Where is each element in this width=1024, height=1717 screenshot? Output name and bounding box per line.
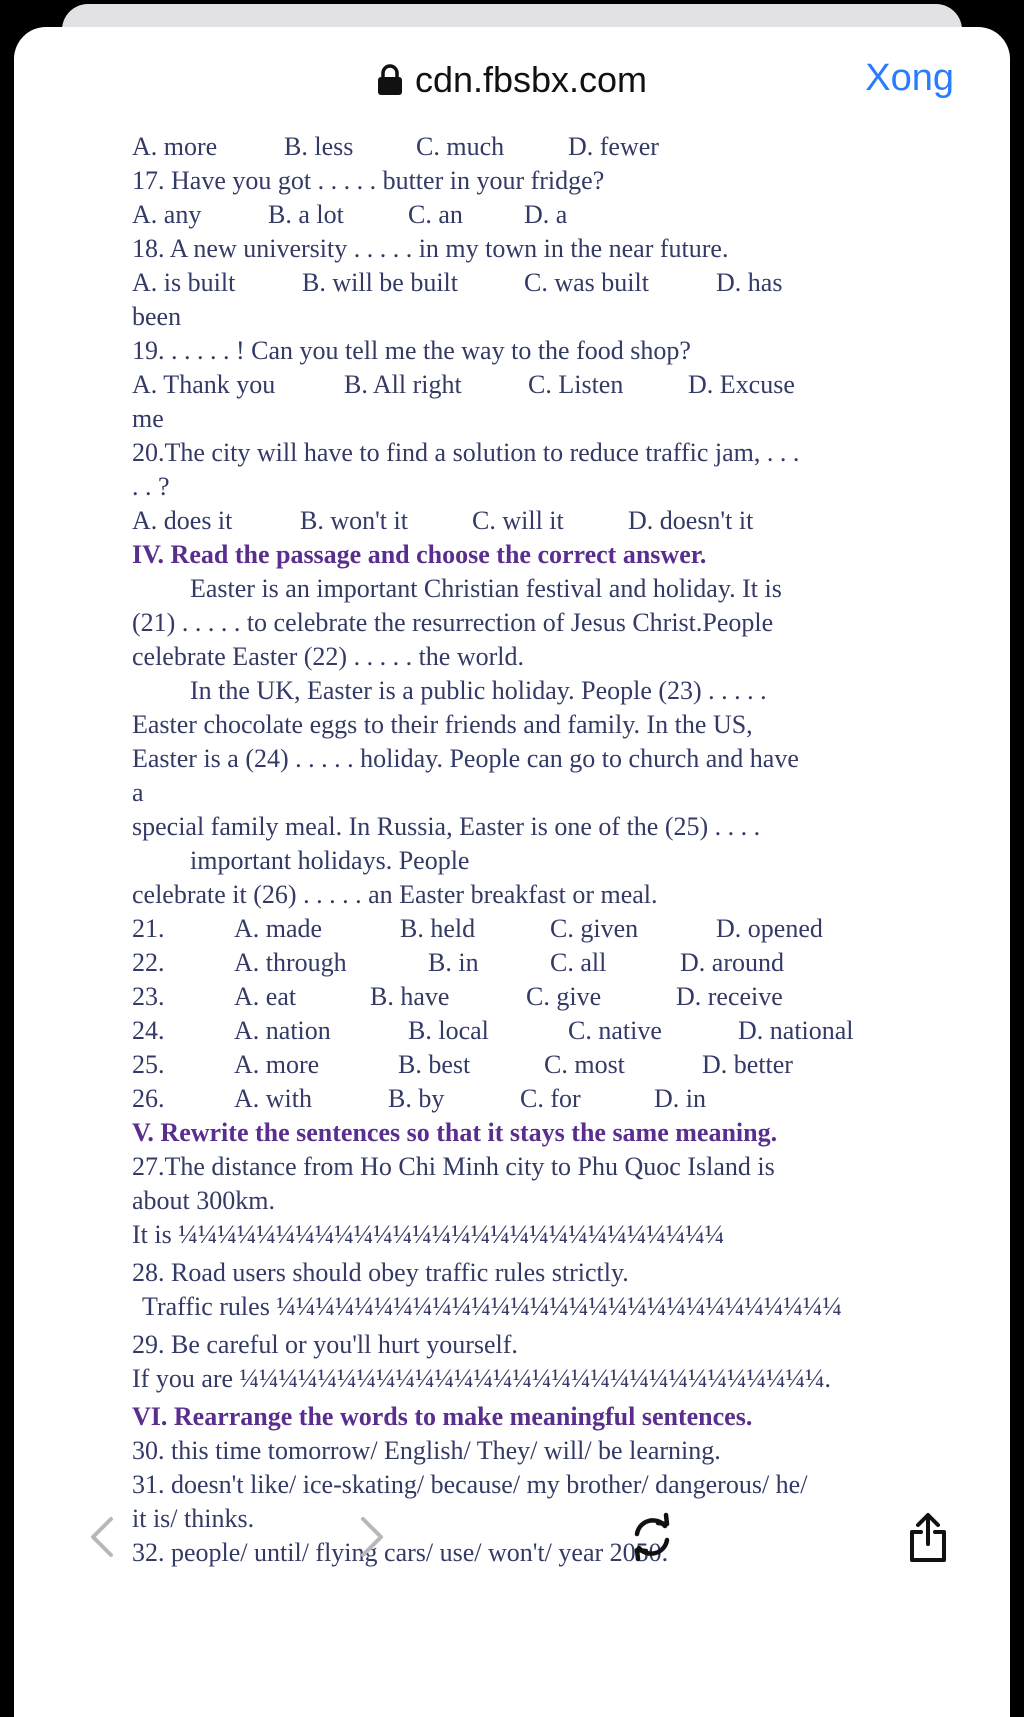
option-d: D. better (702, 1050, 793, 1079)
q19-continuation: me (132, 404, 164, 433)
option-c: C. will it (472, 506, 564, 535)
url-text: cdn.fbsbx.com (414, 59, 648, 100)
q17: 17. Have you got . . . . . butter in your fridge? (132, 166, 605, 195)
q20: 20.The city will have to find a solution to reduce traffic jam, . . . (132, 438, 800, 467)
option-b: B. held (400, 914, 476, 943)
option-a: A. nation (234, 1016, 331, 1045)
q31-continuation: it is/ thinks. (132, 1504, 255, 1533)
answer-number: 25. (132, 1050, 165, 1079)
option-b: B. All right (344, 370, 462, 399)
passage-line: Easter is an important Christian festival and holiday. It is (190, 574, 782, 603)
option-c: C. an (408, 200, 463, 229)
option-b: B. by (388, 1084, 445, 1113)
option-d: D. fewer (568, 132, 659, 161)
q28-rewrite: Traffic rules ¼¼¼¼¼¼¼¼¼¼¼¼¼¼¼¼¼¼¼¼¼¼¼¼¼¼¼¼¼ (142, 1292, 842, 1321)
option-d: D. in (654, 1084, 706, 1113)
option-a: A. any (132, 200, 202, 229)
q18-continuation: been (132, 302, 182, 331)
option-c: C. most (544, 1050, 625, 1079)
answer-number: 22. (132, 948, 165, 977)
option-a: A. made (234, 914, 323, 943)
answer-number: 24. (132, 1016, 165, 1045)
option-d: D. has (716, 268, 783, 297)
option-a: A. more (234, 1050, 320, 1079)
option-d: D. national (738, 1016, 854, 1045)
q27: 27.The distance from Ho Chi Minh city to Phu Quoc Island is (132, 1152, 775, 1181)
option-b: B. best (398, 1050, 471, 1079)
section-heading-v: V. Rewrite the sentences so that it stays the same meaning. (132, 1118, 778, 1147)
passage-line: celebrate Easter (22) . . . . . the world. (132, 642, 525, 671)
chevron-right-icon (357, 1515, 387, 1559)
option-d: D. receive (676, 982, 783, 1011)
option-c: C. was built (524, 268, 649, 297)
option-c: C. native (568, 1016, 662, 1045)
section-heading-iv: IV. Read the passage and choose the correct answer. (132, 540, 707, 569)
option-b: B. won't it (300, 506, 408, 535)
bottom-toolbar (14, 1497, 1010, 1617)
option-d: D. Excuse (688, 370, 795, 399)
browser-sheet (14, 27, 1010, 1717)
share-button[interactable] (888, 1497, 968, 1577)
q32: 32. people/ until/ flying cars/ use/ won't/ year 2050. (132, 1538, 669, 1567)
q27-continuation: about 300km. (132, 1186, 275, 1215)
option-c: C. much (416, 132, 505, 161)
option-a: A. eat (234, 982, 297, 1011)
q29-rewrite: If you are ¼¼¼¼¼¼¼¼¼¼¼¼¼¼¼¼¼¼¼¼¼¼¼¼¼¼¼¼¼¼. (132, 1364, 832, 1393)
option-b: B. a lot (268, 200, 344, 229)
option-b: B. will be built (302, 268, 458, 297)
option-d: D. opened (716, 914, 823, 943)
option-a: A. is built (132, 268, 236, 297)
reload-button[interactable] (612, 1497, 692, 1577)
option-d: D. around (680, 948, 784, 977)
share-icon (906, 1510, 950, 1564)
q20-continuation: . . ? (132, 472, 170, 501)
option-b: B. in (428, 948, 479, 977)
q30: 30. this time tomorrow/ English/ They/ will/ be learning. (132, 1436, 721, 1465)
answer-number: 23. (132, 982, 165, 1011)
option-c: C. given (550, 914, 639, 943)
q27-rewrite: It is ¼¼¼¼¼¼¼¼¼¼¼¼¼¼¼¼¼¼¼¼¼¼¼¼¼¼¼¼ (132, 1220, 725, 1249)
option-a: A. more (132, 132, 218, 161)
url-display[interactable] (14, 59, 1010, 105)
option-d: D. a (524, 200, 568, 229)
option-c: C. Listen (528, 370, 624, 399)
option-d: D. doesn't it (628, 506, 754, 535)
back-button[interactable] (62, 1497, 142, 1577)
chevron-left-icon (87, 1515, 117, 1559)
q31: 31. doesn't like/ ice-skating/ because/ my brother/ dangerous/ he/ (132, 1470, 808, 1499)
q18: 18. A new university . . . . . in my town in the near future. (132, 234, 729, 263)
passage-line: celebrate it (26) . . . . . an Easter breakfast or meal. (132, 880, 658, 909)
lock-icon (377, 63, 403, 105)
passage-line: Easter is a (24) . . . . . holiday. People can go to church and have (132, 744, 799, 773)
passage-line: (21) . . . . . to celebrate the resurrection of Jesus Christ.People (132, 608, 774, 637)
option-c: C. all (550, 948, 607, 977)
done-button[interactable]: Xong (865, 57, 954, 99)
q29: 29. Be careful or you'll hurt yourself. (132, 1330, 518, 1359)
option-c: C. for (520, 1084, 581, 1113)
q19: 19. . . . . . ! Can you tell me the way to the food shop? (132, 336, 691, 365)
passage-line: a (132, 778, 144, 807)
answer-number: 26. (132, 1084, 165, 1113)
option-b: B. less (284, 132, 354, 161)
answer-number: 21. (132, 914, 165, 943)
option-a: A. does it (132, 506, 233, 535)
forward-button[interactable] (332, 1497, 412, 1577)
option-a: A. Thank you (132, 370, 276, 399)
address-bar (14, 27, 1010, 137)
passage-line: In the UK, Easter is a public holiday. People (23) . . . . . (190, 676, 767, 705)
passage-line: special family meal. In Russia, Easter is one of the (25) . . . . (132, 812, 761, 841)
passage-line: Easter chocolate eggs to their friends and family. In the US, (132, 710, 753, 739)
option-b: B. have (370, 982, 450, 1011)
option-a: A. through (234, 948, 347, 977)
reload-icon (627, 1512, 677, 1562)
option-b: B. local (408, 1016, 489, 1045)
option-a: A. with (234, 1084, 312, 1113)
q28: 28. Road users should obey traffic rules strictly. (132, 1258, 629, 1287)
section-heading-vi: VI. Rearrange the words to make meaningful sentences. (132, 1402, 753, 1431)
passage-line: important holidays. People (190, 846, 470, 875)
option-c: C. give (526, 982, 602, 1011)
